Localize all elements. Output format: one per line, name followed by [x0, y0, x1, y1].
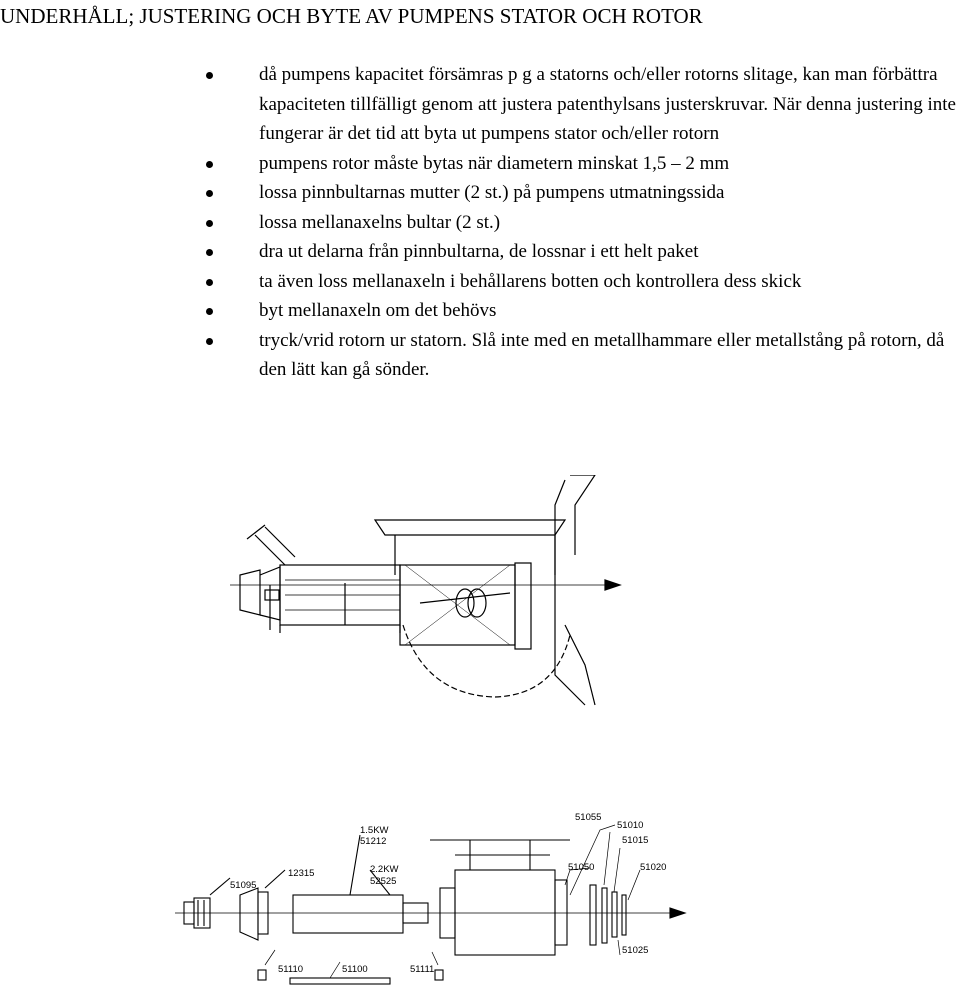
- exploded-view-drawing: [170, 800, 690, 1000]
- label-part-51020: 51020: [640, 862, 667, 873]
- label-part-12315: 12315: [288, 868, 315, 879]
- instruction-list: [0, 60, 959, 385]
- list-item-text: lossa pinnbultarnas mutter (2 st.) på pumpens utmatningssida: [259, 182, 725, 203]
- list-item-text: då pumpens kapacitet försämras p g a statorns och/eller rotorns slitage, kan man förbättra kapaciteten tillfälligt genom att justera patenthylsans justerskruvar. När denna justering inte fungerar är det tid att byta ut pumpens stator och/eller rotorn: [259, 64, 956, 144]
- bullet-icon: [206, 220, 213, 227]
- list-item: [0, 60, 959, 149]
- label-motor-2: 2.2KW: [370, 864, 399, 875]
- bullet-icon: [206, 338, 213, 345]
- list-item-text: lossa mellanaxelns bultar (2 st.): [259, 211, 501, 233]
- list-item-text: pumpens rotor måste bytas när diametern minskat 1,5 – 2 mm: [259, 152, 730, 174]
- list-item: [0, 208, 959, 238]
- label-motor-1: 1.5KW: [360, 825, 389, 836]
- label-motor-1-part: 51212: [360, 836, 387, 847]
- list-item-text: dra ut delarna från pinnbultarna, de lossnar i ett helt paket: [259, 241, 699, 262]
- pump-assembly-drawing: [225, 475, 625, 715]
- label-part-51111: 51111: [410, 964, 435, 975]
- label-part-51025: 51025: [622, 945, 649, 956]
- list-item-text: tryck/vrid rotorn ur statorn. Slå inte med en metallhammare eller metallstång på rotorn, då den lätt kan gå sönder.: [259, 329, 945, 380]
- list-item: [0, 178, 959, 208]
- bullet-icon: [206, 72, 213, 79]
- label-part-51055: 51055: [575, 812, 602, 823]
- bullet-icon: [206, 190, 213, 197]
- list-item: [0, 267, 959, 297]
- bullet-icon: [206, 249, 213, 256]
- label-motor-2-part: 52525: [370, 876, 397, 887]
- bullet-icon: [206, 308, 213, 315]
- list-item: [0, 237, 959, 267]
- list-item: [0, 296, 959, 326]
- label-part-51100: 51100: [342, 964, 368, 975]
- bullet-icon: [206, 279, 213, 286]
- list-item: [0, 149, 959, 179]
- label-part-51010: 51010: [617, 820, 644, 831]
- label-part-51015: 51015: [622, 835, 649, 846]
- label-part-51095: 51095: [230, 880, 257, 891]
- list-item: [0, 326, 959, 385]
- label-part-51110: 51110: [278, 964, 304, 975]
- list-item-text: ta även loss mellanaxeln i behållarens botten och kontrollera dess skick: [259, 270, 802, 292]
- list-item-text: byt mellanaxeln om det behövs: [259, 300, 497, 321]
- page-title: UNDERHÅLL; JUSTERING OCH BYTE AV PUMPENS STATOR OCH ROTOR: [0, 4, 703, 28]
- label-part-51050: 51050: [568, 862, 595, 873]
- bullet-icon: [206, 161, 213, 168]
